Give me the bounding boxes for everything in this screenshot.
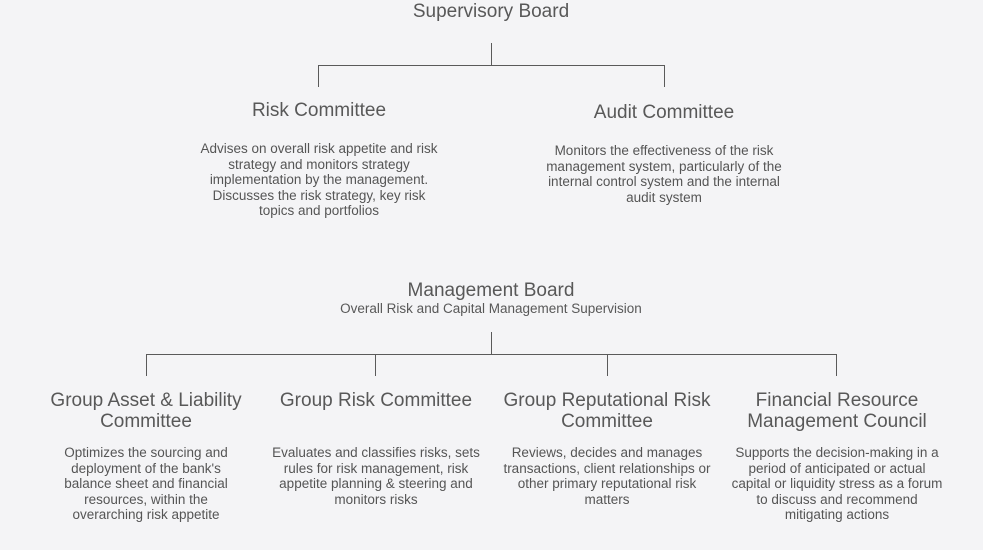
audit-committee-title: Audit Committee	[593, 102, 735, 123]
audit-committee-description: Monitors the effectiveness of the risk management system, particularly of the internal control system and the internal audit system	[546, 143, 782, 205]
risk-committee-title: Risk Committee	[251, 100, 387, 121]
risk-committee-description: Advises on overall risk appetite and risk strategy and monitors strategy implementation by the management. Discusses the risk strategy, key risk topics and portfolios	[200, 141, 438, 218]
alco-description: Optimizes the sourcing and deployment of the bank's balance sheet and financial resources, within the overarching risk appetite	[64, 445, 228, 522]
management-board-node	[291, 280, 691, 317]
management-board-title: Management Board	[407, 280, 575, 301]
group-reputational-risk-committee-description: Reviews, decides and manages transactions, client relationships or other primary reputational risk matters	[503, 445, 711, 507]
management-board-subtitle: Overall Risk and Capital Management Supervision	[340, 301, 642, 316]
group-risk-committee-description: Evaluates and classifies risks, sets rules for risk management, risk appetite planning & steering and monitors risks	[272, 445, 480, 507]
risk-committee-node	[198, 100, 440, 219]
frmc-description: Supports the decision-making in a period of anticipated or actual capital or liquidity stress as a forum to discuss and recommend mitigating actions	[731, 445, 943, 522]
group-risk-committee-node	[266, 390, 486, 507]
supervisory-board-title: Supervisory Board	[412, 1, 570, 22]
alco-node	[40, 390, 252, 523]
group-reputational-risk-committee-title: Group Reputational Risk Committee	[503, 390, 711, 432]
frmc-node	[728, 390, 946, 523]
frmc-title: Financial Resource Management Council	[747, 390, 927, 432]
group-risk-committee-title: Group Risk Committee	[279, 390, 473, 411]
alco-title: Group Asset & Liability Committee	[50, 390, 242, 432]
group-reputational-risk-committee-node	[496, 390, 718, 507]
audit-committee-node	[532, 102, 796, 205]
